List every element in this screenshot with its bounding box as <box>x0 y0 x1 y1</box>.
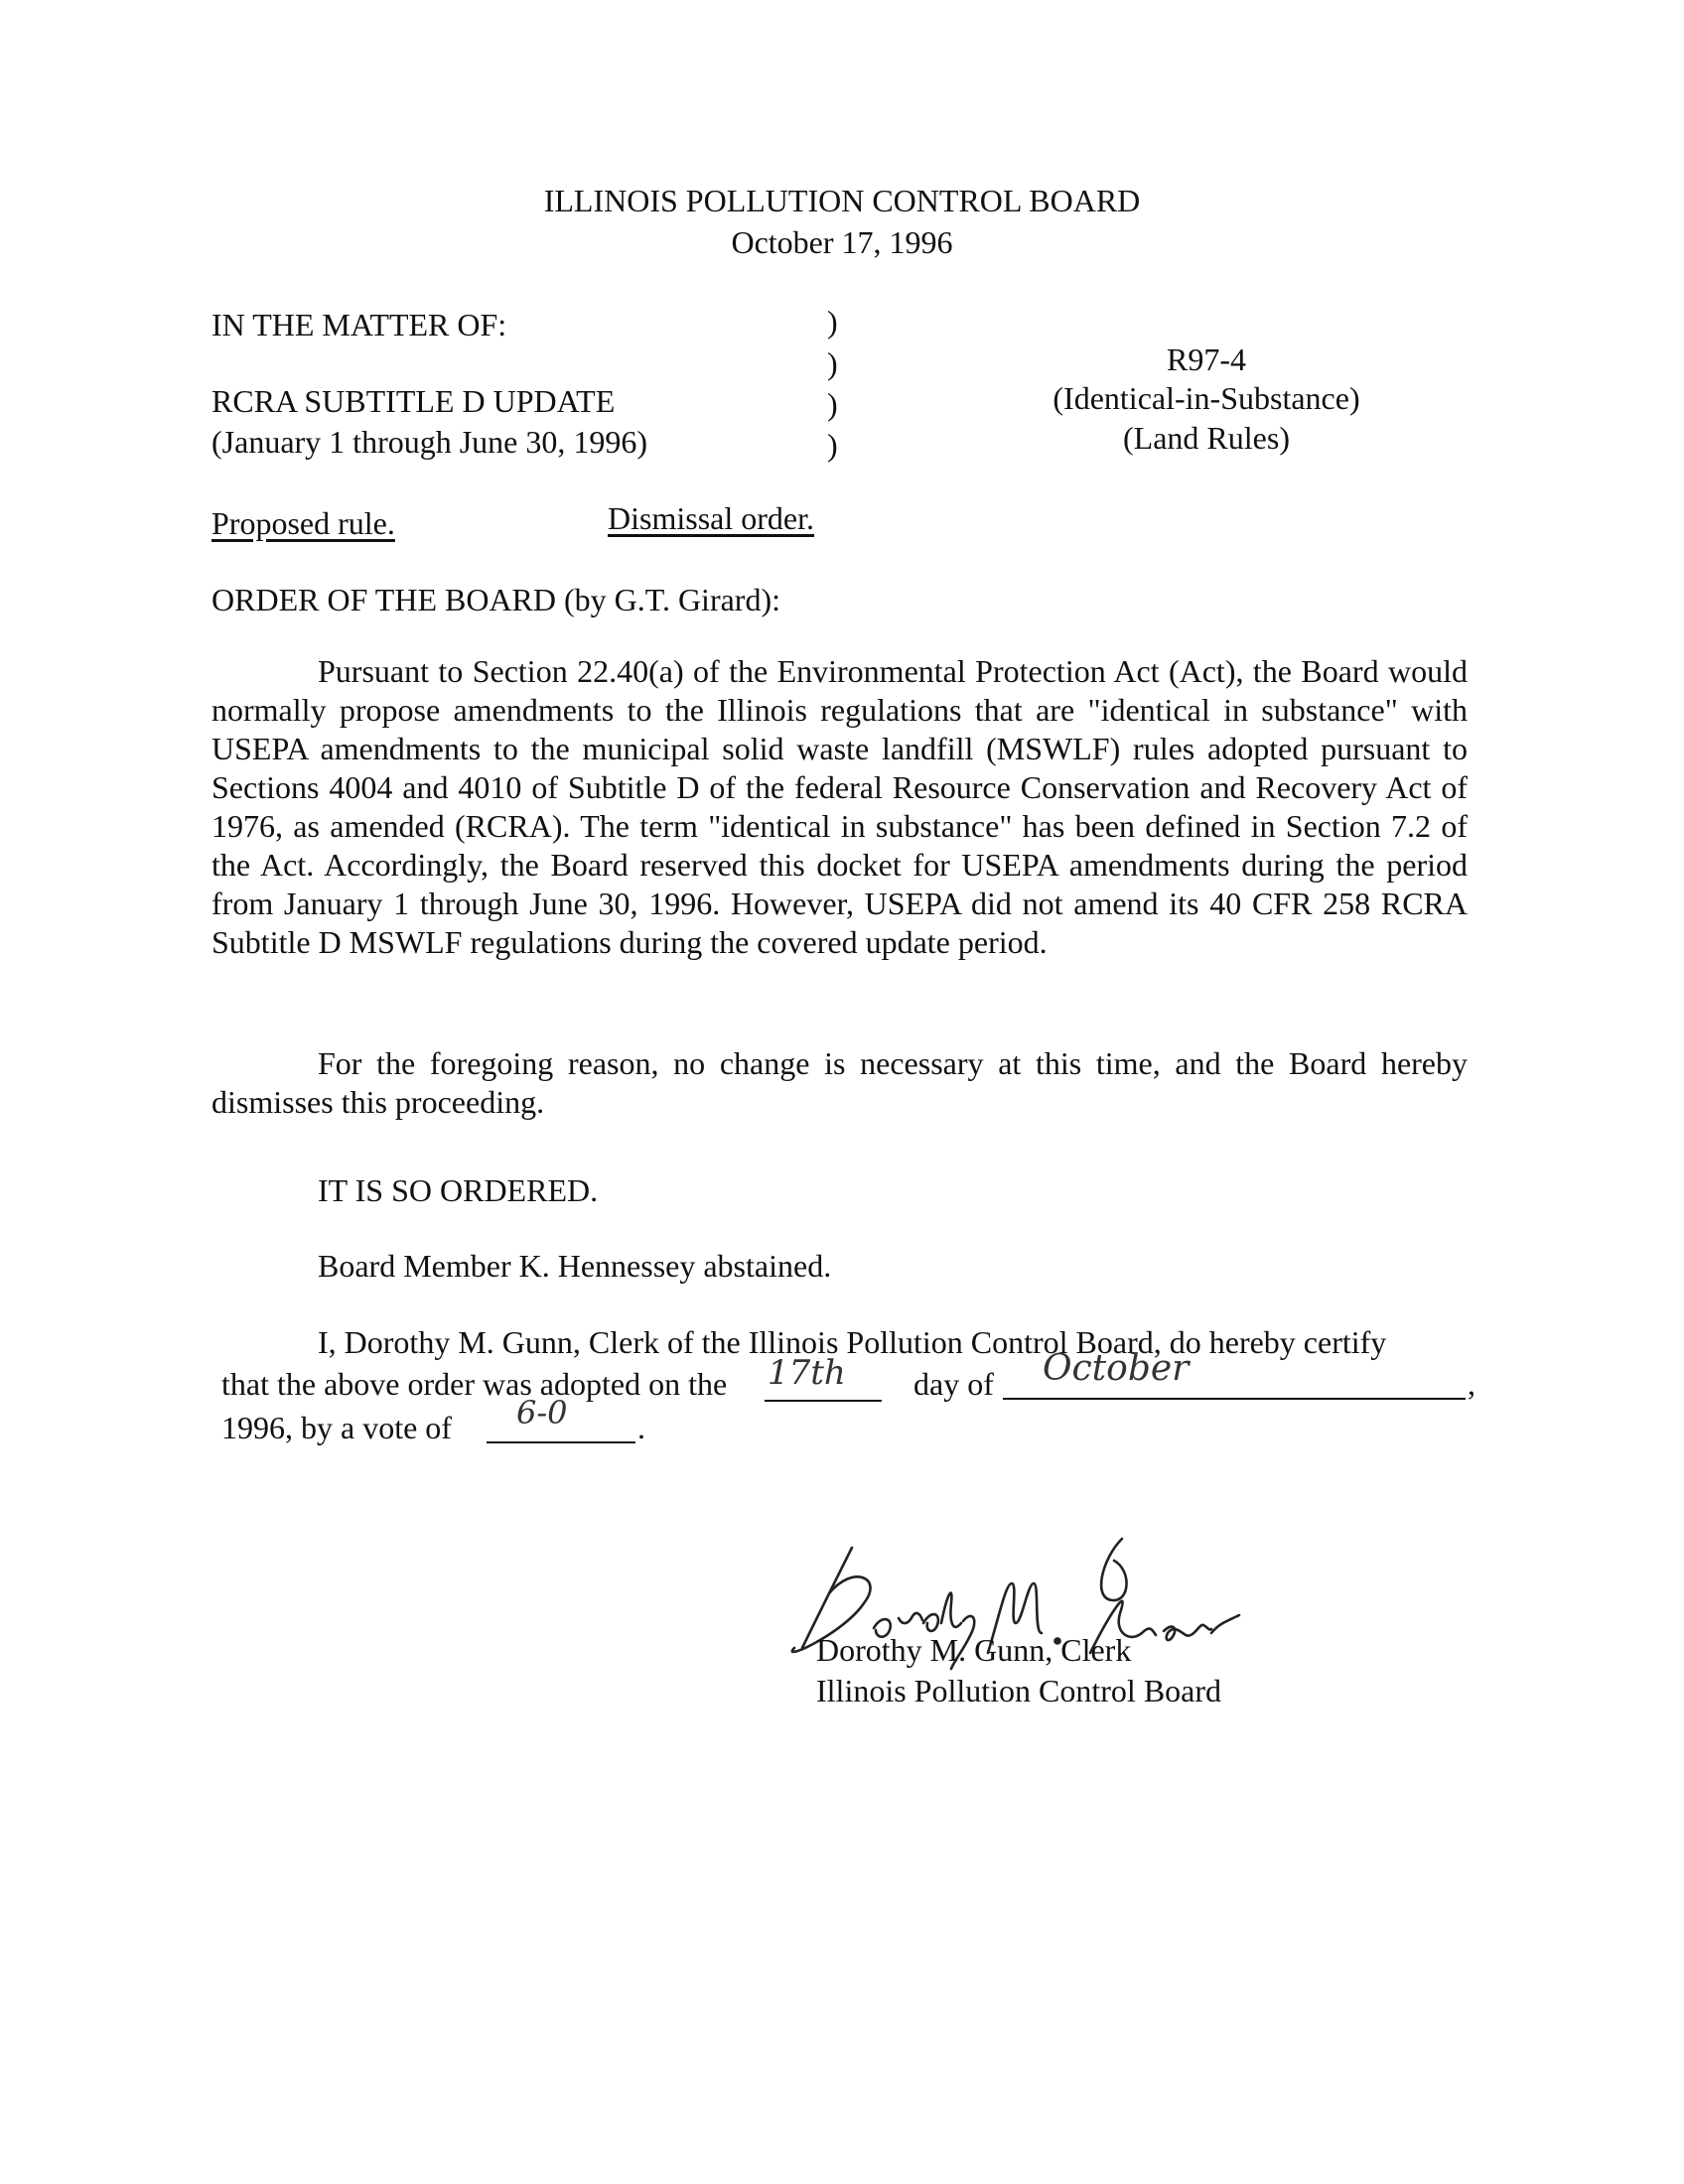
day-blank <box>765 1400 882 1402</box>
handwritten-vote: 6-0 <box>516 1394 568 1432</box>
certification-day-of: day of <box>913 1366 994 1402</box>
vote-blank <box>487 1441 635 1443</box>
proposed-rule-label: Proposed rule. <box>211 505 395 541</box>
certification-period: . <box>637 1410 645 1445</box>
dismissal-order-label: Dismissal order. <box>608 500 814 536</box>
body-paragraph-1: Pursuant to Section 22.40(a) of the Environmental Protection Act (Act), the Board would normally propose amendments to the Illinois regulations that are "identical in substance" with USEPA amendments to the municipal solid waste landfill (MSWLF) rules adopted pursuant to Sections 4004 and 4010 of Subtitle D of the federal Resource Conservation and Recovery Act of 1976, as amended (RCRA). The term "identical in substance" has been defined in Section 7.2 of the Act. Accordingly, the Board reserved this docket for USEPA amendments during the period from January 1 through June 30, 1996. However, USEPA did not amend its 40 CFR 258 RCRA Subtitle D MSWLF regulations during the covered update period. <box>211 653 1468 960</box>
abstention-note: Board Member K. Hennessey abstained. <box>318 1248 832 1284</box>
handwritten-month: October <box>1043 1348 1190 1389</box>
caption-paren: ) <box>827 427 838 463</box>
order-heading: ORDER OF THE BOARD (by G.T. Girard): <box>211 582 780 617</box>
signatory-organization: Illinois Pollution Control Board <box>816 1673 1222 1708</box>
certification-line-3-start: 1996, by a vote of <box>221 1410 452 1445</box>
matter-title-line1: RCRA SUBTITLE D UPDATE <box>211 383 616 419</box>
docket-type: (Identical-in-Substance) <box>1052 380 1360 416</box>
matter-title-line2: (January 1 through June 30, 1996) <box>211 424 648 460</box>
board-name: ILLINOIS POLLUTION CONTROL BOARD <box>543 183 1141 218</box>
so-ordered: IT IS SO ORDERED. <box>318 1172 599 1208</box>
month-blank <box>1003 1398 1466 1400</box>
handwritten-day: 17th <box>768 1353 846 1393</box>
caption-paren: ) <box>827 345 838 381</box>
certification-line-1: I, Dorothy M. Gunn, Clerk of the Illinois Pollution Control Board, do hereby certify <box>318 1324 1387 1360</box>
caption-paren: ) <box>827 304 838 340</box>
certification-line-2-start: that the above order was adopted on the <box>221 1366 728 1402</box>
caption-paren: ) <box>827 386 838 422</box>
matter-label: IN THE MATTER OF: <box>211 307 507 342</box>
body-paragraph-2: For the foregoing reason, no change is necessary at this time, and the Board hereby dismisses this proceeding. <box>211 1045 1468 1120</box>
docket-category: (Land Rules) <box>1123 420 1290 456</box>
order-date: October 17, 1996 <box>731 224 953 260</box>
certification-comma: , <box>1468 1366 1475 1402</box>
docket-number: R97-4 <box>1167 341 1246 377</box>
signatory-name: Dorothy M. Gunn, Clerk <box>816 1632 1132 1668</box>
